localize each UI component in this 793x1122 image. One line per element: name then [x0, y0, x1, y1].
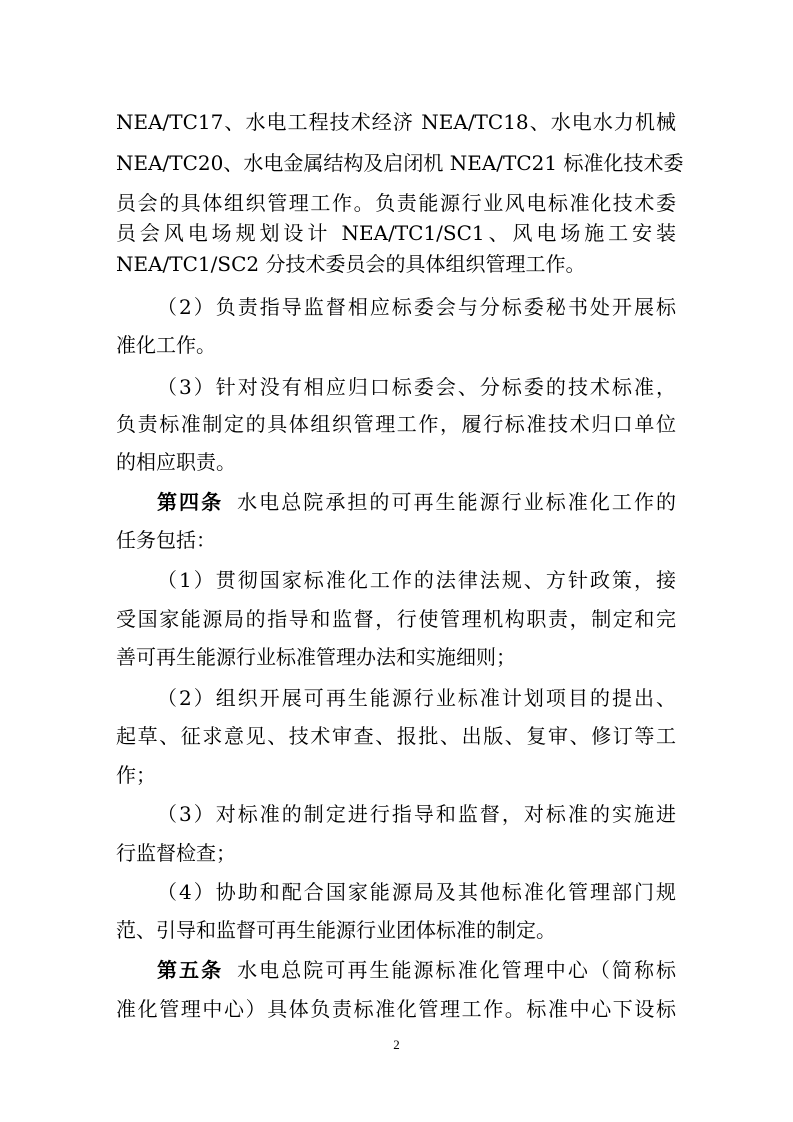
text-line: NEA/TC20、水电金属结构及启闭机 NEA/TC21 标准化技术委 [116, 151, 684, 175]
text-line: 受国家能源局的指导和监督，行使管理机构职责，制定和完 [116, 607, 676, 631]
text-line: （3）对标准的制定进行指导和监督，对标准的实施进 [157, 802, 676, 826]
text-line: 作； [116, 763, 156, 787]
text-line: （3）针对没有相应归口标委会、分标委的技术标准， [157, 375, 676, 399]
article-5-label: 第五条 [157, 958, 224, 982]
text-line: NEA/TC17、水电工程技术经济 NEA/TC18、水电水力机械 [116, 110, 676, 134]
text-line: （1）贯彻国家标准化工作的法律法规、方针政策，接 [157, 568, 676, 592]
article-4-text: 水电总院承担的可再生能源行业标准化工作的 [237, 490, 677, 514]
article-4-heading-line [157, 487, 676, 517]
page-number: 2 [393, 1037, 400, 1052]
text-line: 的相应职责。 [116, 450, 236, 474]
text-line: 行监督检查； [116, 841, 236, 865]
text-line: 员会风电场规划设计 NEA/TC1/SC1、风电场施工安装 [116, 221, 676, 245]
text-line: 善可再生能源行业标准管理办法和实施细则； [116, 645, 516, 669]
text-line: （2）组织开展可再生能源行业标准计划项目的提出、 [157, 686, 676, 710]
text-line: 员会的具体组织管理工作。负责能源行业风电标准化技术委 [116, 191, 676, 215]
article-5-text: 水电总院可再生能源标准化管理中心（简称标 [237, 958, 677, 982]
text-line: NEA/TC1/SC2 分技术委员会的具体组织管理工作。 [116, 252, 586, 276]
text-line: （2）负责指导监督相应标委会与分标委秘书处开展标 [157, 295, 676, 319]
text-line: 起草、征求意见、技术审查、报批、出版、复审、修订等工 [116, 724, 676, 748]
text-line: （4）协助和配合国家能源局及其他标准化管理部门规 [157, 880, 676, 904]
text-line: 范、引导和监督可再生能源行业团体标准的制定。 [116, 918, 556, 942]
text-line: 准化工作。 [116, 333, 216, 357]
text-line: 任务包括： [116, 528, 216, 552]
article-4-label: 第四条 [157, 490, 224, 514]
text-line: 负责标准制定的具体组织管理工作，履行标准技术归口单位 [116, 412, 676, 436]
article-5-heading-line [157, 955, 676, 985]
text-line: 准化管理中心）具体负责标准化管理工作。标准中心下设标 [116, 997, 676, 1021]
